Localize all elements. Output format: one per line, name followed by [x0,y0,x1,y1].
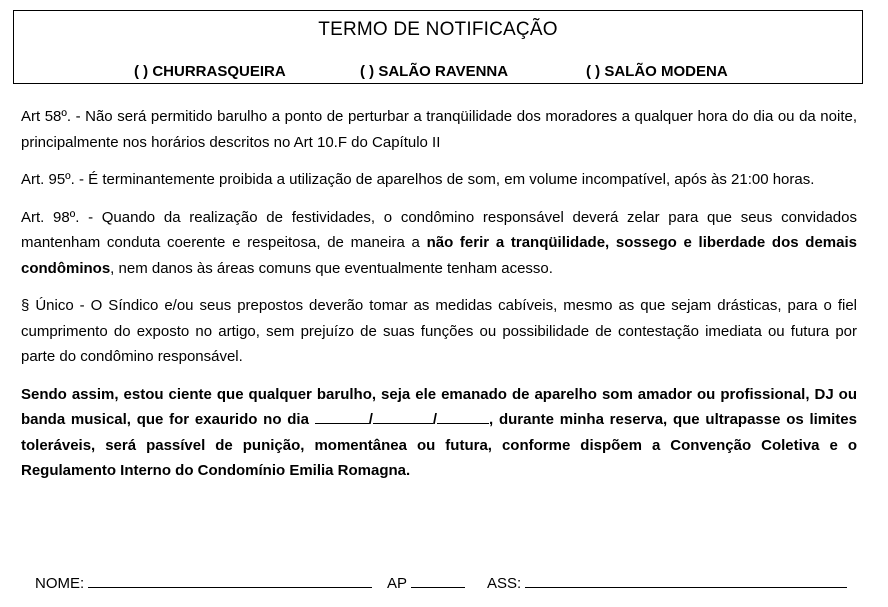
ap-field[interactable] [411,571,465,588]
signature-section [487,571,847,592]
date-month-field[interactable] [373,409,433,424]
article-98 [21,205,857,282]
document-title: TERMO DE NOTIFICAÇÃO [318,19,558,40]
checkbox-salao-ravenna[interactable]: ( ) [360,63,375,80]
signature-field[interactable] [525,571,847,588]
header-box [13,10,863,84]
name-label: NOME: [35,575,85,592]
declaration-text-end: , durante minha reserva, que ultrapasse os limites toleráveis, será passível de punição, momentânea ou futura, conforme dispõem a Convenção Coletiva e o Regulamento Interno do Condomínio Emilia Romagna. [21,411,857,479]
option-salao-modena[interactable] [586,63,728,80]
date-day-field[interactable] [315,409,369,424]
option-label-churrasqueira: CHURRASQUEIRA [152,63,286,80]
article-98-emphasis: não ferir a tranqüilidade, sossego e liberdade dos demais condôminos [21,234,857,277]
signature-row [35,571,855,595]
option-churrasqueira[interactable] [134,63,286,80]
article-58: Art 58º. - Não será permitido barulho a ponto de perturbar a tranqüilidade dos moradores a qualquer hora do dia ou da noite, principalmente nos horários descritos no Art 10.F do Capítulo II [21,108,857,151]
date-separator-2: / [432,411,438,428]
declaration [21,382,857,484]
article-98-text: Art. 98º. - Quando da realização de festividades, o condômino responsável deverá zelar para que seus convidados mantenham conduta coerente e respeitosa, de maneira a [21,208,857,251]
article-98-text-end: , nem danos às áreas comuns que eventualmente tenham acesso. [110,259,553,277]
checkbox-salao-modena[interactable]: ( ) [586,63,601,80]
document-body [21,104,857,496]
ap-section [387,571,465,592]
paragraph-unico: § Único - O Síndico e/ou seus prepostos deverão tomar as medidas cabíveis, mesmo as que sejam drásticas, para o fiel cumprimento do exposto no artigo, sem prejuízo de suas funções ou possibilidade de contestação imediata ou futura por parte do condômino responsável. [21,297,857,365]
option-label-salao-modena: SALÃO MODENA [604,63,728,80]
name-section [35,571,372,592]
date-separator-1: / [368,411,373,428]
article-95: Art. 95º. - É terminantemente proibida a utilização de aparelhos de som, em volume incompatível, após às 21:00 horas. [21,171,815,188]
options-row [14,63,862,83]
ass-label: ASS: [487,575,522,592]
option-label-salao-ravenna: SALÃO RAVENNA [378,63,509,80]
ap-label: AP [387,575,407,592]
declaration-text: Sendo assim, estou ciente que qualquer barulho, seja ele emanado de aparelho som amador ou profissional, DJ ou banda musical, que for exaurido no dia [21,385,857,428]
checkbox-churrasqueira[interactable]: ( ) [134,63,149,80]
option-salao-ravenna[interactable] [360,63,508,80]
name-field[interactable] [88,571,372,588]
date-year-field[interactable] [437,409,489,424]
